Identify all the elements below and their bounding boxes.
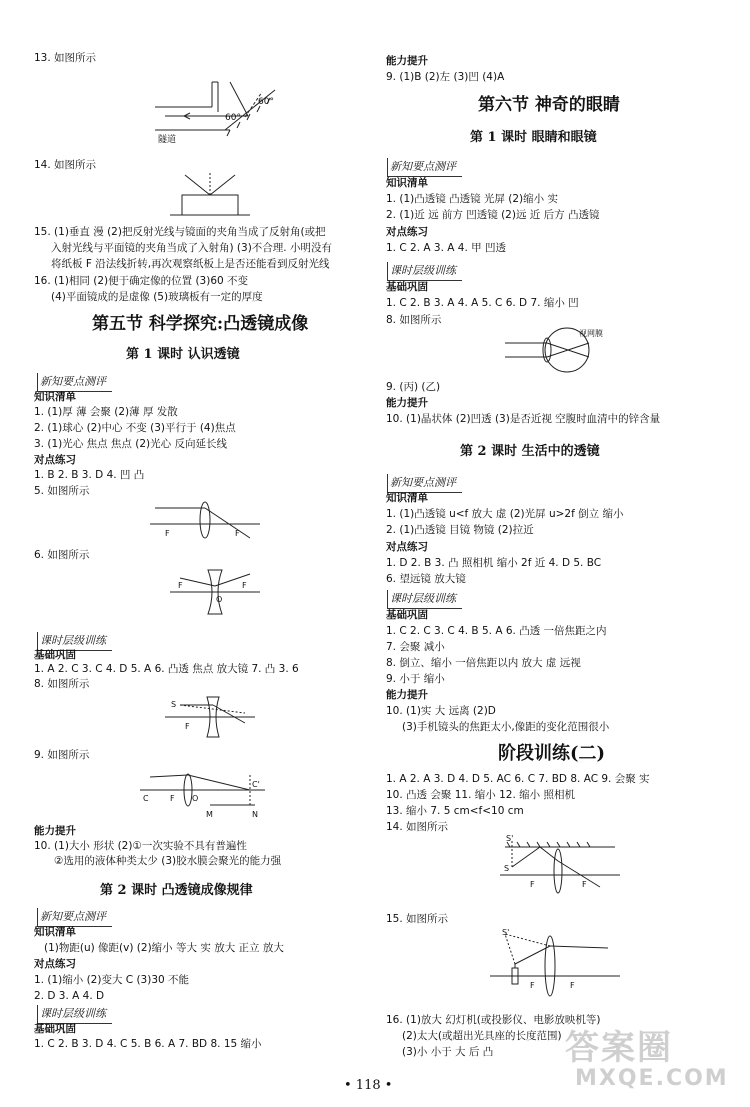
answer-line: 1. D 2. B 3. 凸 照相机 缩小 2f 近 4. D 5. BC [386,557,602,569]
lesson-1-title: 第 1 课时 眼睛和眼镜 [470,130,597,145]
answer-line: 1. (1)凸透镜 u<f 放大 虚 (2)光屏 u>2f 倒立 缩小 [386,508,624,520]
band-new-knowledge-2: 新知要点测评 [40,910,106,923]
ability-heading: 能力提升 [386,397,428,409]
q14-label: 14. 如图所示 [34,159,97,171]
answer-line: 10. (1)实 大 远离 (2)D [386,705,496,717]
ability-heading: 能力提升 [34,825,76,837]
q15-line3: 将纸板 F 沿法线折转,再次观察纸板上是否还能看到反射光线 [51,258,330,270]
basic-heading: 基础巩固 [34,649,76,661]
band-lesson-training-2: 课时层级训练 [40,1007,106,1020]
fig14-focus-left: F [530,880,535,889]
stage-training-title: 阶段训练(二) [498,743,606,764]
answer-line: 7. 会聚 减小 [386,641,445,653]
answer-line: 9. 小于 缩小 [386,673,445,685]
lesson-2-title: 第 2 课时 生活中的透镜 [460,444,600,459]
answer-line: 13. 缩小 7. 5 cm<f<10 cm [386,805,524,817]
practice-heading: 对点练习 [34,958,76,970]
q8-label: 8. 如图所示 [34,678,90,690]
answer-line: 2. (1)凸透镜 目镜 物镜 (2)拉近 [386,524,534,536]
lesson-1-title: 第 1 课时 认识透镜 [126,347,240,362]
band-lesson-training-2: 课时层级训练 [390,592,456,605]
answer-line: 1. (1)厚 薄 会聚 (2)薄 厚 发散 [34,406,178,418]
fig15-focus-left: F [530,981,535,990]
band-new-knowledge-1: 新知要点测评 [390,160,456,173]
fig6-focus-right: F [242,581,247,590]
q8-label: 8. 如图所示 [386,314,442,326]
knowledge-list-heading: 知识清单 [386,177,428,189]
practice-heading: 对点练习 [386,541,428,553]
fig9-n: N [252,810,258,819]
basic-heading: 基础巩固 [386,609,428,621]
lesson-2-title: 第 2 课时 凸透镜成像规律 [100,883,253,898]
fig9-center: O [192,794,199,803]
figure-5-convex-lens [150,500,260,540]
fig6-center: O [216,595,223,604]
q5-label: 5. 如图所示 [34,485,90,497]
fig8-retina-label: 视网膜 [579,329,603,338]
fig5-focus-left: F [165,529,170,538]
answer-line: 1. C 2. B 3. D 4. C 5. B 6. A 7. BD 8. 15 缩小 [34,1038,262,1050]
fig14-s: S [504,864,510,873]
answer-line: 3. (1)光心 焦点 焦点 (2)光心 反向延长线 [34,438,227,450]
answer-line: 1. C 2. A 3. A 4. 甲 凹透 [386,242,506,254]
q16-line1: 16. (1)相同 (2)便于确定像的位置 (3)60 不变 [34,275,249,287]
figure-8-lens-image [165,695,255,740]
answer-line: 10. 凸透 会聚 11. 缩小 12. 缩小 照相机 [386,789,575,801]
answer-line: 1. A 2. C 3. C 4. D 5. A 6. 凸透 焦点 放大镜 7. 凸 3. 6 [34,663,299,675]
answer-line: 1. B 2. B 3. D 4. 凹 凸 [34,469,145,481]
answer-line: 1. C 2. C 3. C 4. B 5. A 6. 凸透 一倍焦距之内 [386,625,607,637]
knowledge-list-heading: 知识清单 [34,926,76,938]
answer-line: ②选用的液体种类太少 (3)胶水膜会聚光的能力强 [54,855,282,867]
answer-line: 10. (1)大小 形状 (2)①一次实验不具有普遍性 [34,840,247,852]
fig9-m: M [206,810,213,819]
watermark-logo: 答案圈 [565,1028,673,1068]
answer-line: (2)太大(或超出光具座的长度范围) [402,1030,562,1042]
figure-13-reflection-diagram [150,72,290,152]
basic-heading: 基础巩固 [386,281,428,293]
fig6-focus-left: F [178,581,183,590]
fig13-angle1: 60° [225,113,241,123]
q15-line2: 入射光线与平面镜的夹角当成了入射角) (3)不合理. 小明没有 [51,242,332,254]
answer-line: 2. (1)球心 (2)中心 不变 (3)平行于 (4)焦点 [34,422,236,434]
band-new-knowledge-1: 新知要点测评 [40,375,106,388]
answer-line: 1. (1)凸透镜 凸透镜 光屏 (2)缩小 实 [386,193,558,205]
q13-label: 13. 如图所示 [34,52,97,64]
fig13-angle2: 60° [258,97,274,107]
figure-14-lens-mirror [500,835,620,895]
figure-6-concave-lens [170,568,260,618]
band-lesson-training-1: 课时层级训练 [390,264,456,277]
fig8-focus: F [185,722,190,731]
practice-heading: 对点练习 [386,226,428,238]
answer-line: 9. (1)B (2)左 (3)凹 (4)A [386,71,505,83]
section-5-title: 第五节 科学探究:凸透镜成像 [92,314,309,334]
answer-line: 6. 望远镜 放大镜 [386,573,466,585]
practice-heading: 对点练习 [34,454,76,466]
fig15-focus-right: F [570,981,575,990]
fig9-c: C [143,794,149,803]
answer-line: 1. C 2. B 3. A 4. A 5. C 6. D 7. 缩小 凹 [386,297,579,309]
figure-9-lens-mirror [140,765,270,820]
figure-14-glass-block [170,170,250,220]
figure-8-eye [505,325,615,375]
fig9-c-prime: C' [252,780,260,789]
answer-line: (3)小 小于 大 后 凸 [402,1046,494,1058]
answer-line: 16. (1)放大 幻灯机(或投影仪、电影放映机等) [386,1014,601,1026]
fig14-focus-right: F [582,880,587,889]
q15-line1: 15. (1)垂直 漫 (2)把反射光线与镜面的夹角当成了反射角(或把 [34,226,326,238]
answer-line: 10. (1)晶状体 (2)凹透 (3)是否近视 空腹时血清中的锌含量 [386,413,661,425]
q14-label: 14. 如图所示 [386,821,449,833]
fig5-focus-right: F [235,529,240,538]
knowledge-list-heading: 知识清单 [34,391,76,403]
fig15-s-prime: S' [502,928,510,937]
watermark-url: MXQE.COM [575,1066,729,1091]
answer-line: 9. (丙) (乙) [386,381,441,393]
ability-heading: 能力提升 [386,689,428,701]
fig14-s-prime: S' [506,835,514,843]
fig8-source: S [171,700,177,709]
page-number: • 118 • [344,1078,393,1093]
fig13-label: 隧道 [158,135,177,145]
answer-line: 1. A 2. A 3. D 4. D 5. AC 6. C 7. BD 8. AC 9. 会聚 实 [386,773,650,785]
basic-heading: 基础巩固 [34,1023,76,1035]
knowledge-list-heading: 知识清单 [386,492,428,504]
answer-line: (1)物距(u) 像距(v) (2)缩小 等大 实 放大 正立 放大 [44,942,284,954]
figure-15-candle-lens [490,928,620,1000]
q6-label: 6. 如图所示 [34,549,90,561]
answer-line: (3)手机镜头的焦距太小,像距的变化范围很小 [402,721,610,733]
answer-line: 1. (1)缩小 (2)变大 C (3)30 不能 [34,974,190,986]
band-new-knowledge-2: 新知要点测评 [390,476,456,489]
band-lesson-training-1: 课时层级训练 [40,634,106,647]
answer-line: 2. D 3. A 4. D [34,990,105,1002]
answer-line: 8. 倒立、缩小 一倍焦距以内 放大 虚 远视 [386,657,581,669]
q16-line2: (4)平面镜成的是虚像 (5)玻璃板有一定的厚度 [51,291,263,303]
q9-label: 9. 如图所示 [34,749,90,761]
answer-line: 2. (1)近 远 前方 凹透镜 (2)远 近 后方 凸透镜 [386,209,600,221]
section-6-title: 第六节 神奇的眼睛 [478,95,620,115]
q15-label: 15. 如图所示 [386,913,449,925]
fig9-focus: F [170,794,175,803]
ability-heading: 能力提升 [386,55,428,67]
